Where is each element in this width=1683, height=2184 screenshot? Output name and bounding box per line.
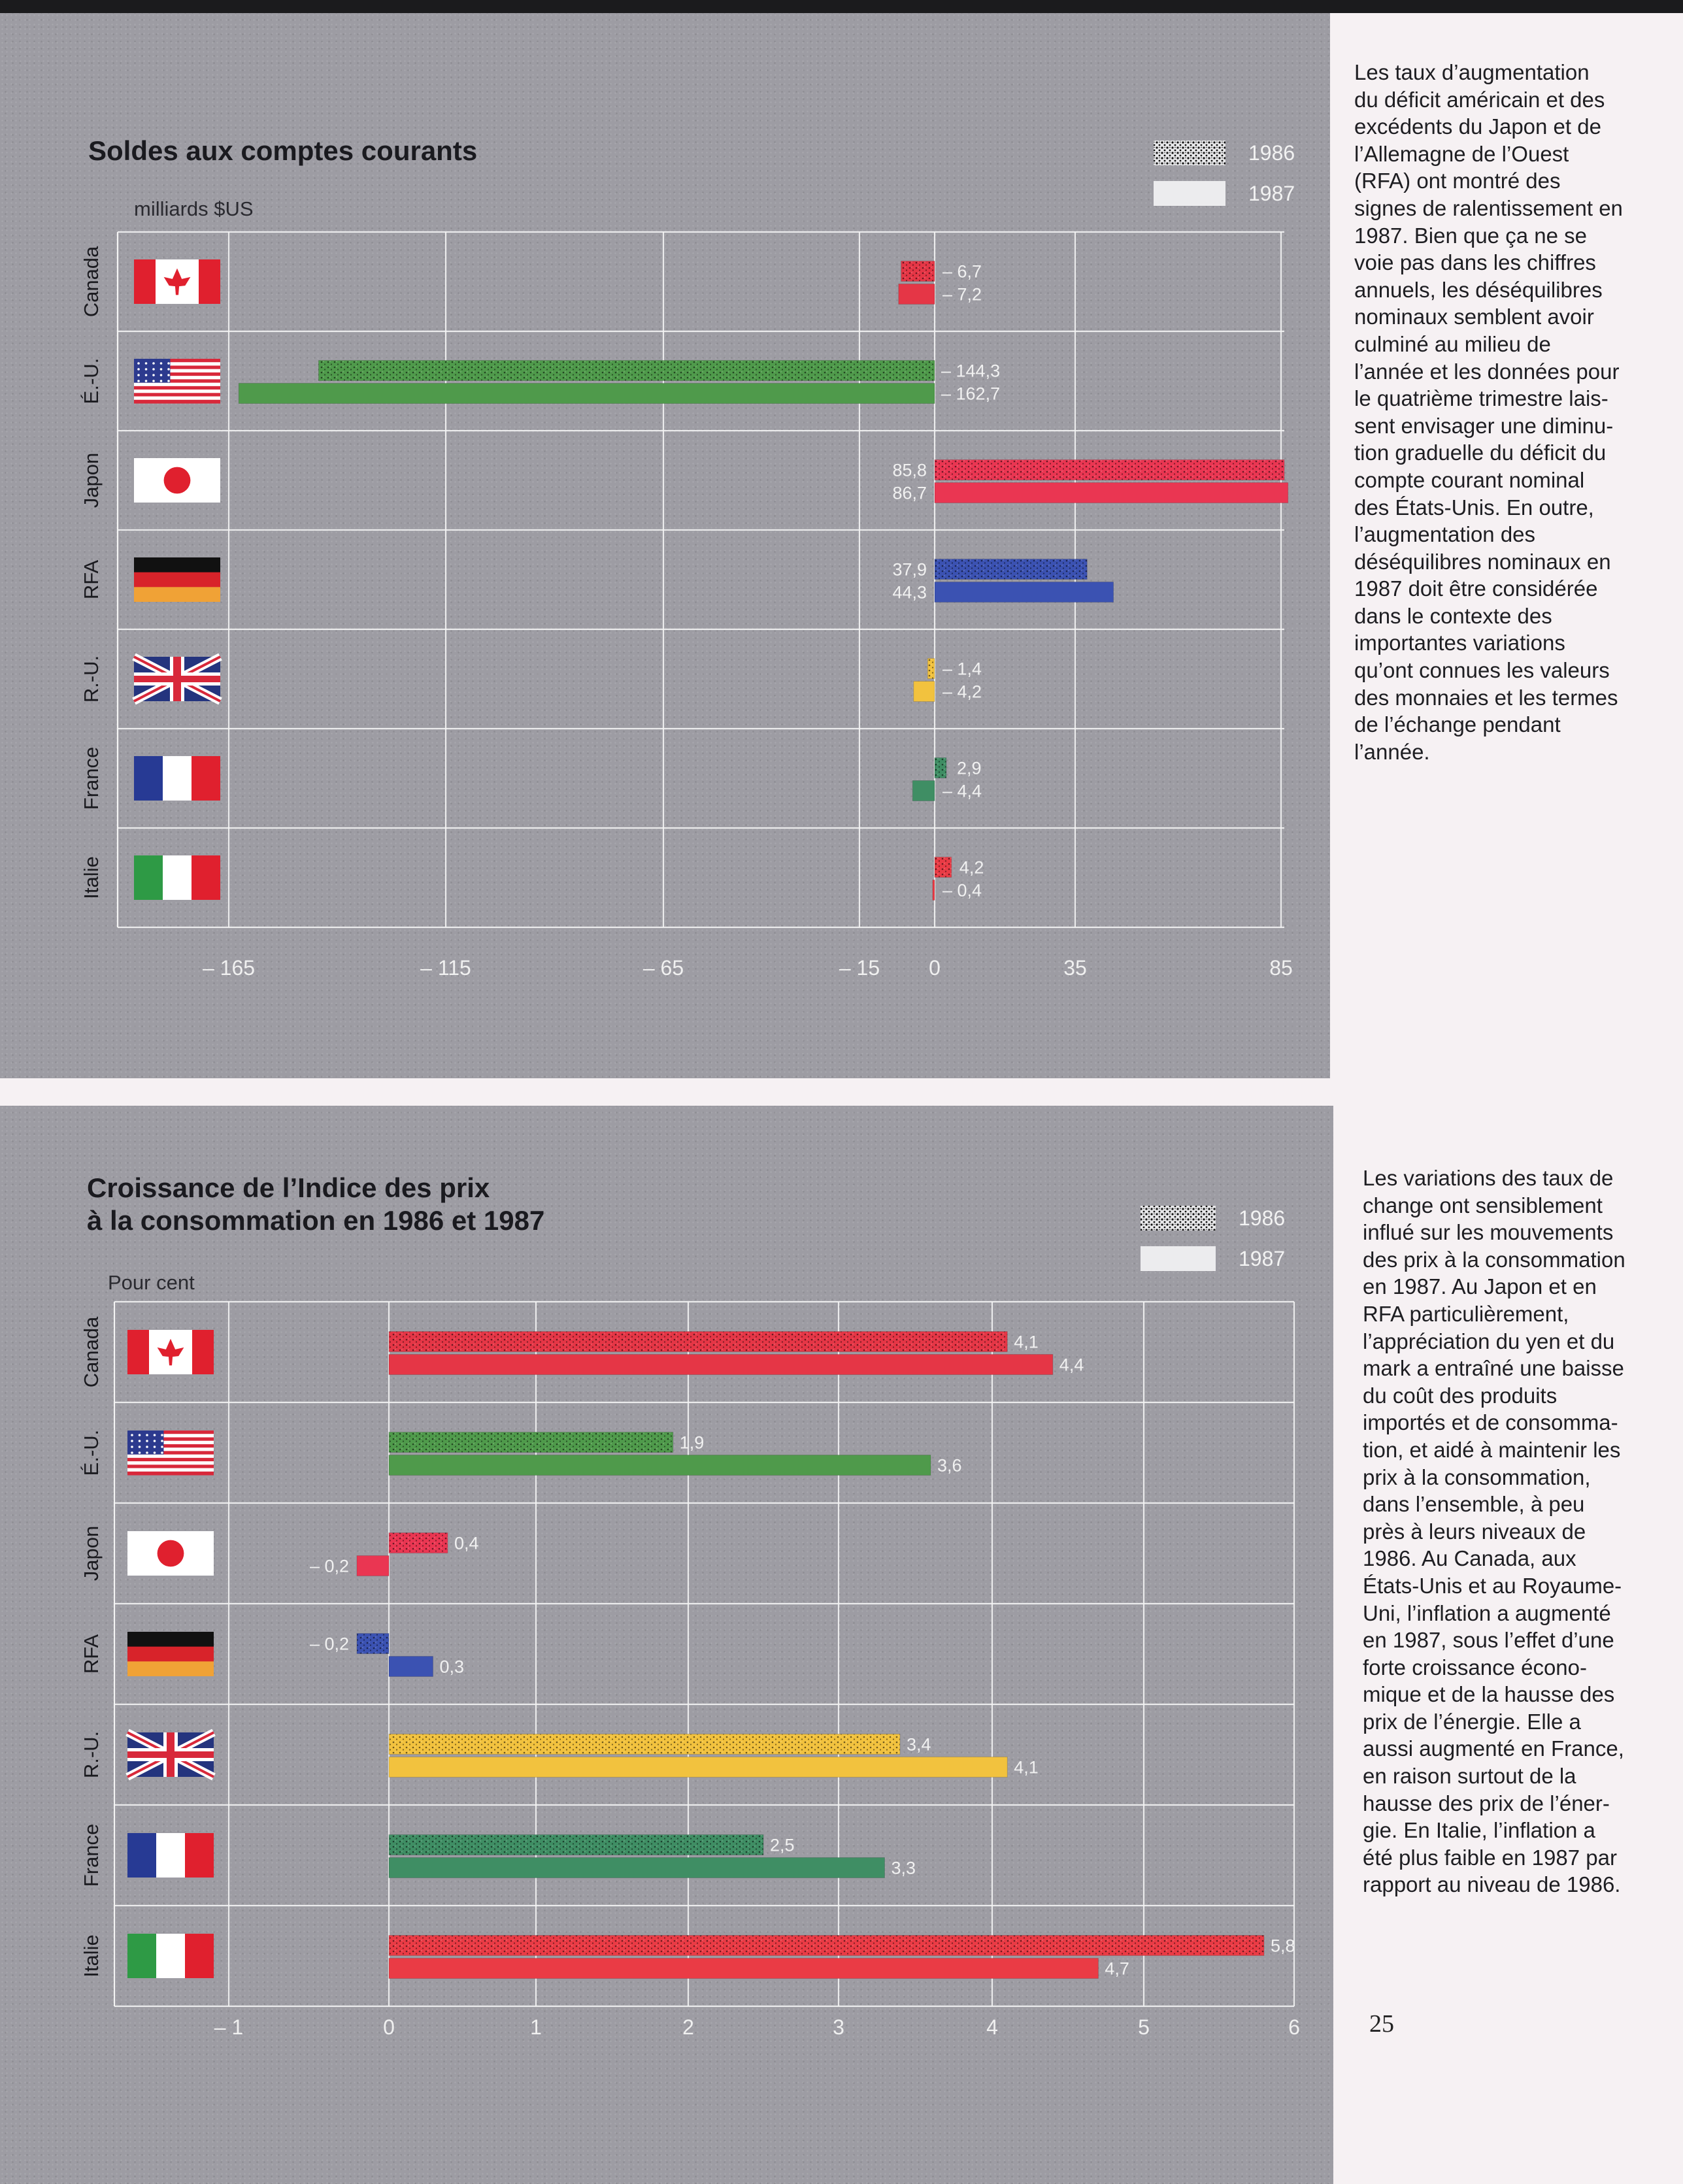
value-label: 4,1 <box>1014 1332 1039 1352</box>
star-icon <box>167 368 170 371</box>
star-icon <box>154 1434 156 1436</box>
star-icon <box>146 1440 148 1442</box>
flag <box>134 458 220 503</box>
commentary-line: des prix à la consommation <box>1363 1247 1625 1272</box>
flag <box>134 855 220 900</box>
commentary-line: dans le contexte des <box>1354 603 1552 628</box>
flag <box>134 756 220 801</box>
flag-stripe <box>127 1455 214 1459</box>
commentary-line: annuels, les déséquilibres <box>1354 277 1603 302</box>
flag <box>134 557 220 602</box>
flag <box>127 1732 214 1777</box>
bar-texture <box>927 659 935 679</box>
unit-label: milliards $US <box>134 197 254 220</box>
flag-stripe <box>127 1464 214 1468</box>
unit-label: Pour cent <box>108 1271 195 1294</box>
bar-texture <box>389 1734 900 1755</box>
bar-1987 <box>933 880 935 901</box>
flag-band <box>127 1632 214 1647</box>
commentary-line: du coût des produits <box>1363 1383 1558 1408</box>
flag <box>127 1330 214 1374</box>
commentary-line: 1987. Bien que ça ne se <box>1354 223 1587 248</box>
value-label: 0,3 <box>439 1657 465 1677</box>
commentary-line: du déficit américain et des <box>1354 87 1605 112</box>
flag-band <box>127 1330 149 1374</box>
star-icon <box>161 1434 163 1436</box>
commentary-line: forte croissance écono- <box>1363 1655 1588 1679</box>
flag-stripe <box>134 383 220 387</box>
country-label: RFA <box>80 1634 103 1674</box>
value-label: – 0,4 <box>942 880 982 901</box>
star-icon <box>139 1451 141 1454</box>
country-label: Italie <box>80 1934 103 1977</box>
commentary-line: importantes variations <box>1354 631 1565 655</box>
star-icon <box>160 374 163 376</box>
flag-band <box>192 1330 214 1374</box>
x-tick-label: 2 <box>682 2015 694 2039</box>
commentary-line: en raison surtout de la <box>1363 1764 1576 1789</box>
value-label: – 0,2 <box>309 1634 349 1654</box>
commentary-line: importés et de consomma- <box>1363 1410 1618 1435</box>
flag-band <box>127 1661 214 1676</box>
chart-title: Croissance de l’Indice des prix <box>87 1172 490 1203</box>
star-icon <box>161 1451 163 1454</box>
star-icon <box>145 362 148 365</box>
commentary-line: l’Allemagne de l’Ouest <box>1354 141 1569 166</box>
commentary-line: déséquilibres nominaux en <box>1354 549 1611 574</box>
bar-1987 <box>935 483 1288 503</box>
bar-1987 <box>389 1959 1098 1979</box>
commentary-line: culminé au milieu de <box>1354 331 1551 356</box>
star-icon <box>152 374 155 376</box>
commentary-current-account <box>1354 59 1661 765</box>
flag-stripe <box>134 386 220 390</box>
flag <box>127 1431 214 1476</box>
x-tick-label: 5 <box>1138 2015 1150 2039</box>
country-label: Japon <box>80 1525 103 1581</box>
star-icon <box>146 1446 148 1448</box>
commentary-line: de l’échange pendant <box>1354 712 1561 737</box>
star-icon <box>131 1440 133 1442</box>
value-label: 86,7 <box>892 483 927 503</box>
star-icon <box>160 362 163 365</box>
value-label: 1,9 <box>679 1432 705 1453</box>
chart-title: Soldes aux comptes courants <box>88 135 478 166</box>
star-icon <box>161 1440 163 1442</box>
flag <box>127 1934 214 1978</box>
flag-band <box>134 259 156 304</box>
flag <box>127 1531 214 1576</box>
x-tick-label: 6 <box>1288 2015 1300 2039</box>
legend-label: 1987 <box>1239 1247 1286 1270</box>
bar-texture <box>935 758 946 778</box>
commentary-line: des monnaies et les termes <box>1354 685 1618 710</box>
country-label: É.-U. <box>80 1429 103 1476</box>
bar-1987 <box>239 384 935 404</box>
star-icon <box>167 374 170 376</box>
commentary-line: (RFA) ont montré des <box>1354 169 1561 193</box>
country-label: France <box>80 1823 103 1887</box>
value-label: 2,5 <box>770 1835 795 1855</box>
bar-texture <box>389 1533 448 1553</box>
flag-band <box>134 557 220 572</box>
legend-label: 1986 <box>1239 1206 1286 1230</box>
commentary-cpi <box>1363 1165 1670 1898</box>
x-tick-label: – 1 <box>214 2015 244 2039</box>
commentary-line: qu’ont connues les valeurs <box>1354 658 1610 683</box>
star-icon <box>167 380 170 382</box>
commentary-line: voie pas dans les chiffres <box>1354 250 1596 275</box>
commentary-line: RFA particulièrement, <box>1363 1301 1569 1326</box>
star-icon <box>137 368 140 371</box>
value-label: – 162,7 <box>941 384 1001 404</box>
value-label: 3,6 <box>937 1455 962 1476</box>
commentary-line: sent envisager une diminu- <box>1354 413 1614 438</box>
flag-stripe <box>134 397 220 401</box>
commentary-line: signes de ralentissement en <box>1354 195 1623 220</box>
star-icon <box>152 362 155 365</box>
bar-1987 <box>899 284 935 305</box>
flag-band <box>192 855 220 900</box>
bar-texture <box>935 460 1284 480</box>
star-icon <box>160 380 163 382</box>
commentary-line: l’augmentation des <box>1354 522 1536 547</box>
bar-texture <box>901 261 935 282</box>
country-label: Canada <box>80 246 103 318</box>
value-label: 4,7 <box>1105 1959 1129 1979</box>
bar-1987 <box>912 781 935 801</box>
country-label: R.-U. <box>80 655 103 703</box>
commentary-line: tion, et aidé à maintenir les <box>1363 1437 1621 1462</box>
flag-band <box>156 1833 186 1878</box>
x-tick-label: 0 <box>929 956 941 980</box>
flag-band <box>134 572 220 587</box>
bar-texture <box>935 559 1087 580</box>
commentary-line: Les taux d’augmentation <box>1354 60 1590 84</box>
star-icon <box>161 1446 163 1448</box>
commentary-line: influé sur les mouvements <box>1363 1220 1614 1245</box>
star-icon <box>131 1434 133 1436</box>
flag-band <box>156 1934 186 1978</box>
bar-1987 <box>914 682 935 702</box>
flag <box>134 657 220 701</box>
star-icon <box>154 1446 156 1448</box>
commentary-line: dans l’ensemble, à peu <box>1363 1492 1585 1517</box>
value-label: 4,1 <box>1014 1757 1039 1778</box>
bar-texture <box>389 1432 673 1453</box>
flag <box>127 1833 214 1878</box>
legend-swatch-1987 <box>1141 1246 1216 1271</box>
value-label: 4,2 <box>959 857 984 878</box>
flag-band <box>185 1833 214 1878</box>
value-label: 3,4 <box>907 1734 931 1755</box>
value-label: 4,4 <box>1059 1355 1084 1375</box>
x-tick-label: 4 <box>986 2015 998 2039</box>
commentary-line: des États-Unis. En outre, <box>1354 495 1594 520</box>
page-number: 25 <box>1369 2010 1394 2038</box>
commentary-line: près à leurs niveaux de <box>1363 1519 1586 1544</box>
flag-stripe <box>134 393 220 397</box>
bar-texture <box>357 1634 389 1654</box>
flag-band <box>163 855 192 900</box>
bar-texture <box>318 361 935 381</box>
flag-band <box>134 855 163 900</box>
commentary-line: hausse des prix de l’éner- <box>1363 1791 1610 1815</box>
x-tick-label: 35 <box>1063 956 1087 980</box>
x-tick-label: – 15 <box>839 956 880 980</box>
flag-canton <box>127 1431 163 1455</box>
commentary-line: prix à la consommation, <box>1363 1464 1591 1489</box>
commentary-line: compte courant nominal <box>1354 467 1585 492</box>
legend-swatch-1986 <box>1154 141 1225 165</box>
value-label: – 4,2 <box>942 682 982 702</box>
flag-cross <box>167 1732 175 1777</box>
commentary-line: gie. En Italie, l’inflation a <box>1363 1818 1595 1843</box>
star-icon <box>152 380 155 382</box>
country-label: É.-U. <box>80 357 103 405</box>
star-icon <box>139 1440 141 1442</box>
flag <box>134 259 220 304</box>
commentary-line: en 1987, sous l’effet d’une <box>1363 1628 1614 1653</box>
star-icon <box>154 1451 156 1454</box>
value-label: – 7,2 <box>942 284 982 305</box>
chart-2 <box>80 1172 1300 2039</box>
bar-texture <box>389 1332 1007 1352</box>
flag-band <box>163 756 192 801</box>
x-tick-label: 3 <box>833 2015 844 2039</box>
value-label: – 0,2 <box>309 1556 349 1576</box>
flag-band <box>127 1647 214 1662</box>
flag-stripe <box>127 1461 214 1465</box>
flag-band <box>185 1934 214 1978</box>
bar-1987 <box>389 1757 1007 1778</box>
bar-texture <box>935 857 952 878</box>
commentary-line: rapport au niveau de 1986. <box>1363 1872 1621 1897</box>
x-tick-label: 0 <box>383 2015 395 2039</box>
value-label: 37,9 <box>892 559 927 580</box>
flag-band <box>199 259 220 304</box>
flag <box>127 1632 214 1676</box>
value-label: 0,4 <box>454 1533 479 1553</box>
bar-1987 <box>935 582 1114 603</box>
flag-band <box>134 756 163 801</box>
flag-band <box>192 756 220 801</box>
star-icon <box>137 374 140 376</box>
commentary-line: été plus faible en 1987 par <box>1363 1845 1617 1870</box>
commentary-line: Uni, l’inflation a augmenté <box>1363 1600 1611 1625</box>
x-tick-label: 1 <box>530 2015 542 2039</box>
legend-swatch-1986 <box>1141 1206 1216 1231</box>
country-label: RFA <box>80 559 103 600</box>
value-label: 85,8 <box>892 460 927 480</box>
flag-cross <box>173 657 181 701</box>
value-label: – 4,4 <box>942 781 982 801</box>
x-tick-label: – 165 <box>202 956 256 980</box>
star-icon <box>146 1434 148 1436</box>
bar-1987 <box>389 1657 433 1677</box>
value-label: 44,3 <box>892 582 927 603</box>
sun-disc-icon <box>164 467 191 494</box>
star-icon <box>154 1440 156 1442</box>
commentary-line: prix de l’énergie. Elle a <box>1363 1709 1581 1734</box>
value-label: 5,8 <box>1271 1936 1295 1956</box>
commentary-line: l’appréciation du yen et du <box>1363 1329 1615 1353</box>
legend-label: 1987 <box>1248 182 1295 205</box>
commentary-line: change ont sensiblement <box>1363 1193 1603 1217</box>
country-label: Italie <box>80 856 103 899</box>
star-icon <box>137 380 140 382</box>
commentary-line: excédents du Japon et de <box>1354 114 1601 139</box>
flag-stripe <box>134 389 220 393</box>
sun-disc-icon <box>158 1540 184 1567</box>
x-tick-label: 85 <box>1269 956 1293 980</box>
star-icon <box>146 1451 148 1454</box>
flag-band <box>134 587 220 602</box>
legend-label: 1986 <box>1248 141 1295 165</box>
bar-1987 <box>357 1556 389 1576</box>
country-label: R.-U. <box>80 1730 103 1779</box>
commentary-line: 1987 doit être considérée <box>1354 576 1598 601</box>
value-label: 3,3 <box>891 1858 916 1878</box>
commentary-line: 1986. Au Canada, aux <box>1363 1546 1576 1571</box>
star-icon <box>145 368 148 371</box>
commentary-line: le quatrième trimestre lais- <box>1354 386 1608 411</box>
country-label: France <box>80 746 103 810</box>
flag-band <box>127 1833 157 1878</box>
country-label: Japon <box>80 452 103 508</box>
flag-canton <box>134 359 170 383</box>
commentary-line: en 1987. Au Japon et en <box>1363 1274 1597 1299</box>
chart-title: à la consommation en 1986 et 1987 <box>87 1205 545 1236</box>
star-icon <box>139 1434 141 1436</box>
flag-stripe <box>127 1472 214 1476</box>
flag-stripe <box>134 400 220 404</box>
commentary-line: Les variations des taux de <box>1363 1166 1614 1190</box>
legend-swatch-1987 <box>1154 181 1225 206</box>
bar-texture <box>389 1835 763 1855</box>
star-icon <box>145 374 148 376</box>
star-icon <box>131 1446 133 1448</box>
flag-stripe <box>127 1458 214 1462</box>
bar-texture <box>389 1936 1264 1956</box>
star-icon <box>167 362 170 365</box>
x-tick-label: – 115 <box>420 956 471 980</box>
commentary-line: mique et de la hausse des <box>1363 1682 1615 1707</box>
country-label: Canada <box>80 1316 103 1388</box>
chart-1 <box>80 135 1295 980</box>
bar-1987 <box>389 1858 885 1878</box>
value-label: – 1,4 <box>942 659 982 679</box>
commentary-line: nominaux semblent avoir <box>1354 305 1594 329</box>
flag-stripe <box>127 1468 214 1472</box>
star-icon <box>137 362 140 365</box>
commentary-line: États-Unis et au Royaume- <box>1363 1573 1622 1598</box>
commentary-line: tion graduelle du déficit du <box>1354 440 1607 465</box>
commentary-line: l’année. <box>1354 739 1430 764</box>
star-icon <box>160 368 163 371</box>
flag-band <box>127 1934 157 1978</box>
commentary-line: l’année et les données pour <box>1354 359 1620 384</box>
bar-1987 <box>389 1455 931 1476</box>
star-icon <box>139 1446 141 1448</box>
x-tick-label: – 65 <box>642 956 684 980</box>
value-label: – 144,3 <box>941 361 1001 381</box>
flag <box>134 359 220 404</box>
bar-1987 <box>389 1355 1053 1375</box>
commentary-line: mark a entraîné une baisse <box>1363 1356 1624 1381</box>
star-icon <box>152 368 155 371</box>
star-icon <box>145 380 148 382</box>
value-label: – 6,7 <box>942 261 982 282</box>
commentary-line: aussi augmenté en France, <box>1363 1736 1624 1761</box>
value-label: 2,9 <box>957 758 982 778</box>
star-icon <box>131 1451 133 1454</box>
